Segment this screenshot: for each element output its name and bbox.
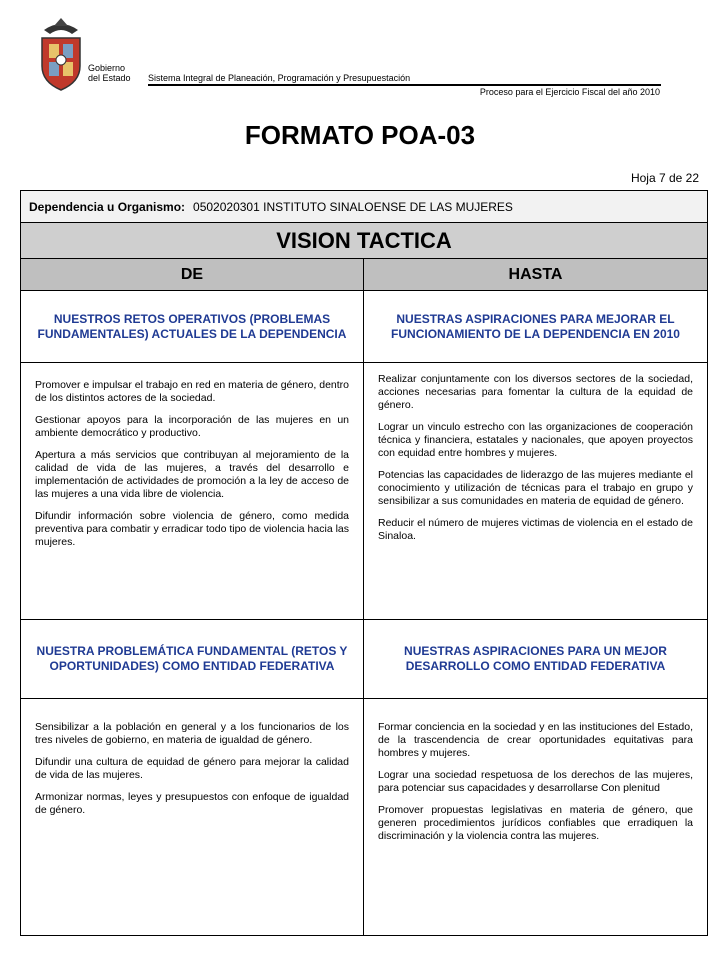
section2-right-para: Formar conciencia en la sociedad y en las instituciones del Estado, de la trascendencia de crear oportunidades equitativas para hombres y mujeres. xyxy=(378,721,693,759)
section1-right-para: Realizar conjuntamente con los diversos sectores de la sociedad, acciones necesarias para fomentar la cultura de la equidad de género. xyxy=(378,373,693,411)
dependency-label: Dependencia u Organismo: xyxy=(29,199,186,214)
column-from: DE xyxy=(21,259,364,290)
section1-body xyxy=(21,363,707,619)
gov-line-2: del Estado xyxy=(88,73,131,83)
section2-right-para: Lograr una sociedad respetuosa de los derechos de las mujeres, para potenciar sus capacidades y desarrollarse Con plenitud xyxy=(378,769,693,794)
section1-right-para: Potencias las capacidades de liderazgo de las mujeres mediante el conocimiento y utilización de técnicas para el trabajo en grupo y sensibilizar a sus comunidades en materia de equidad de género. xyxy=(378,469,693,507)
section1-left-head: NUESTROS RETOS OPERATIVOS (PROBLEMAS FUNDAMENTALES) ACTUALES DE LA DEPENDENCIA xyxy=(21,291,364,362)
process-label: Proceso para el Ejercicio Fiscal del año 2010 xyxy=(479,87,660,97)
section1-left-para: Promover e impulsar el trabajo en red en materia de género, dentro de los distintos actores de la sociedad. xyxy=(35,379,350,404)
section2-right-para: Promover propuestas legislativas en materia de género, que generen procedimientos jurídicos confiables que erradiquen la discriminación y la violencia contra las mujeres. xyxy=(378,804,693,842)
section1-right-cell xyxy=(364,363,707,619)
section2-left-head: NUESTRA PROBLEMÁTICA FUNDAMENTAL (RETOS Y OPORTUNIDADES) COMO ENTIDAD FEDERATIVA xyxy=(21,620,364,698)
column-headers xyxy=(21,259,707,291)
section2-left-para: Armonizar normas, leyes y presupuestos con enfoque de igualdad de género. xyxy=(35,791,349,816)
section2-right-head: NUESTRAS ASPIRACIONES PARA UN MEJOR DESARROLLO COMO ENTIDAD FEDERATIVA xyxy=(404,644,667,673)
page-indicator: Hoja 7 de 22 xyxy=(630,171,699,185)
section2-left-para: Sensibilizar a la población en general y a los funcionarios de los tres niveles de gobierno, en materia de igualdad de género. xyxy=(35,721,349,746)
section1-left-para: Difundir información sobre violencia de género, como medida preventiva para combatir y erradicar todo tipo de violencia hacia las mujeres. xyxy=(35,510,350,548)
gov-line-1: Gobierno xyxy=(88,63,126,73)
vision-title: VISION TACTICA xyxy=(21,223,707,259)
dependency-value: 0502020301 INSTITUTO SINALOENSE DE LAS MUJERES xyxy=(193,199,513,214)
poa-table xyxy=(20,190,708,936)
section1-right-head: NUESTRAS ASPIRACIONES PARA MEJORAR EL FUNCIONAMIENTO DE LA DEPENDENCIA EN 2010 xyxy=(391,311,680,341)
section2-body xyxy=(21,699,707,935)
header-rule xyxy=(148,84,661,86)
government-label xyxy=(88,63,131,83)
section1-left-para: Apertura a más servicios que contribuyan al mejoramiento de la calidad de vida de las mujeres, a través del desarrollo e implementación de actividades de promoción a la ley de acceso de las mujeres a una vida libre de violencia. xyxy=(35,449,349,500)
section2-header xyxy=(21,619,707,699)
document-title: FORMATO POA-03 xyxy=(244,120,476,150)
section2-left-para: Difundir una cultura de equidad de género para mejorar la calidad de vida de las mujeres. xyxy=(35,756,349,781)
dependency-row xyxy=(21,191,707,223)
state-seal-icon xyxy=(36,16,86,96)
column-to: HASTA xyxy=(508,265,563,283)
section1-header xyxy=(21,291,707,363)
section1-right-para: Reducir el número de mujeres victimas de violencia en el estado de Sinaloa. xyxy=(378,517,693,542)
system-title: Sistema Integral de Planeación, Programación y Presupuestación xyxy=(148,73,411,83)
section2-right-cell xyxy=(364,699,707,935)
section2-left-cell xyxy=(21,699,364,935)
section1-right-para: Lograr un vinculo estrecho con las organizaciones de cooperación técnica y financiera, estatales y nacionales, que apoyen proyectos con equidad entre hombres y mujeres. xyxy=(378,421,693,459)
section1-left-cell xyxy=(21,363,364,619)
section1-left-para: Gestionar apoyos para la incorporación de las mujeres en un ambiente democrático y productivo. xyxy=(35,414,349,439)
